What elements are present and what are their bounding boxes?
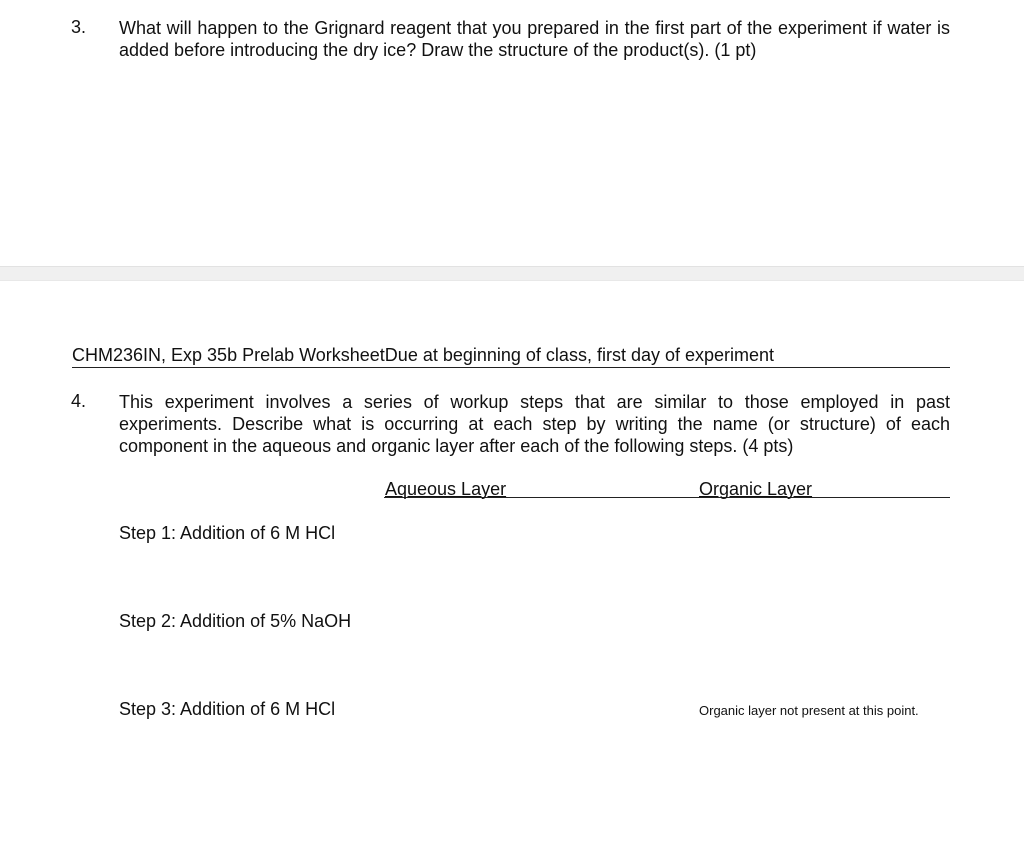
question-3-number: 3. [71, 17, 87, 37]
question-4-text: This experiment involves a series of workup steps that are similar to those employed in past experiments. Describe what is occurring at each step by writing the name (or structure) of each component in the aqueous and organic layer after each of the following steps. (4 pts) [119, 392, 950, 456]
question-4-number: 4. [71, 391, 87, 411]
page-separator [0, 266, 1024, 281]
step-2-label: Step 2: Addition of 5% NaOH [119, 611, 352, 631]
step-3-organic-note: Organic layer not present at this point. [699, 703, 919, 718]
worksheet-header: CHM236IN, Exp 35b Prelab WorksheetDue at beginning of class, first day of experiment [72, 344, 950, 368]
question-3-text: What will happen to the Grignard reagent that you prepared in the first part of the experiment if water is added before introducing the dry ice? Draw the structure of the product(s). (1 pt) [119, 18, 950, 60]
aqueous-layer-header: Aqueous Layer [385, 479, 507, 499]
organic-layer-header: Organic Layer [699, 479, 813, 499]
step-3-label: Step 3: Addition of 6 M HCl [119, 699, 336, 719]
step-1-label: Step 1: Addition of 6 M HCl [119, 523, 336, 543]
